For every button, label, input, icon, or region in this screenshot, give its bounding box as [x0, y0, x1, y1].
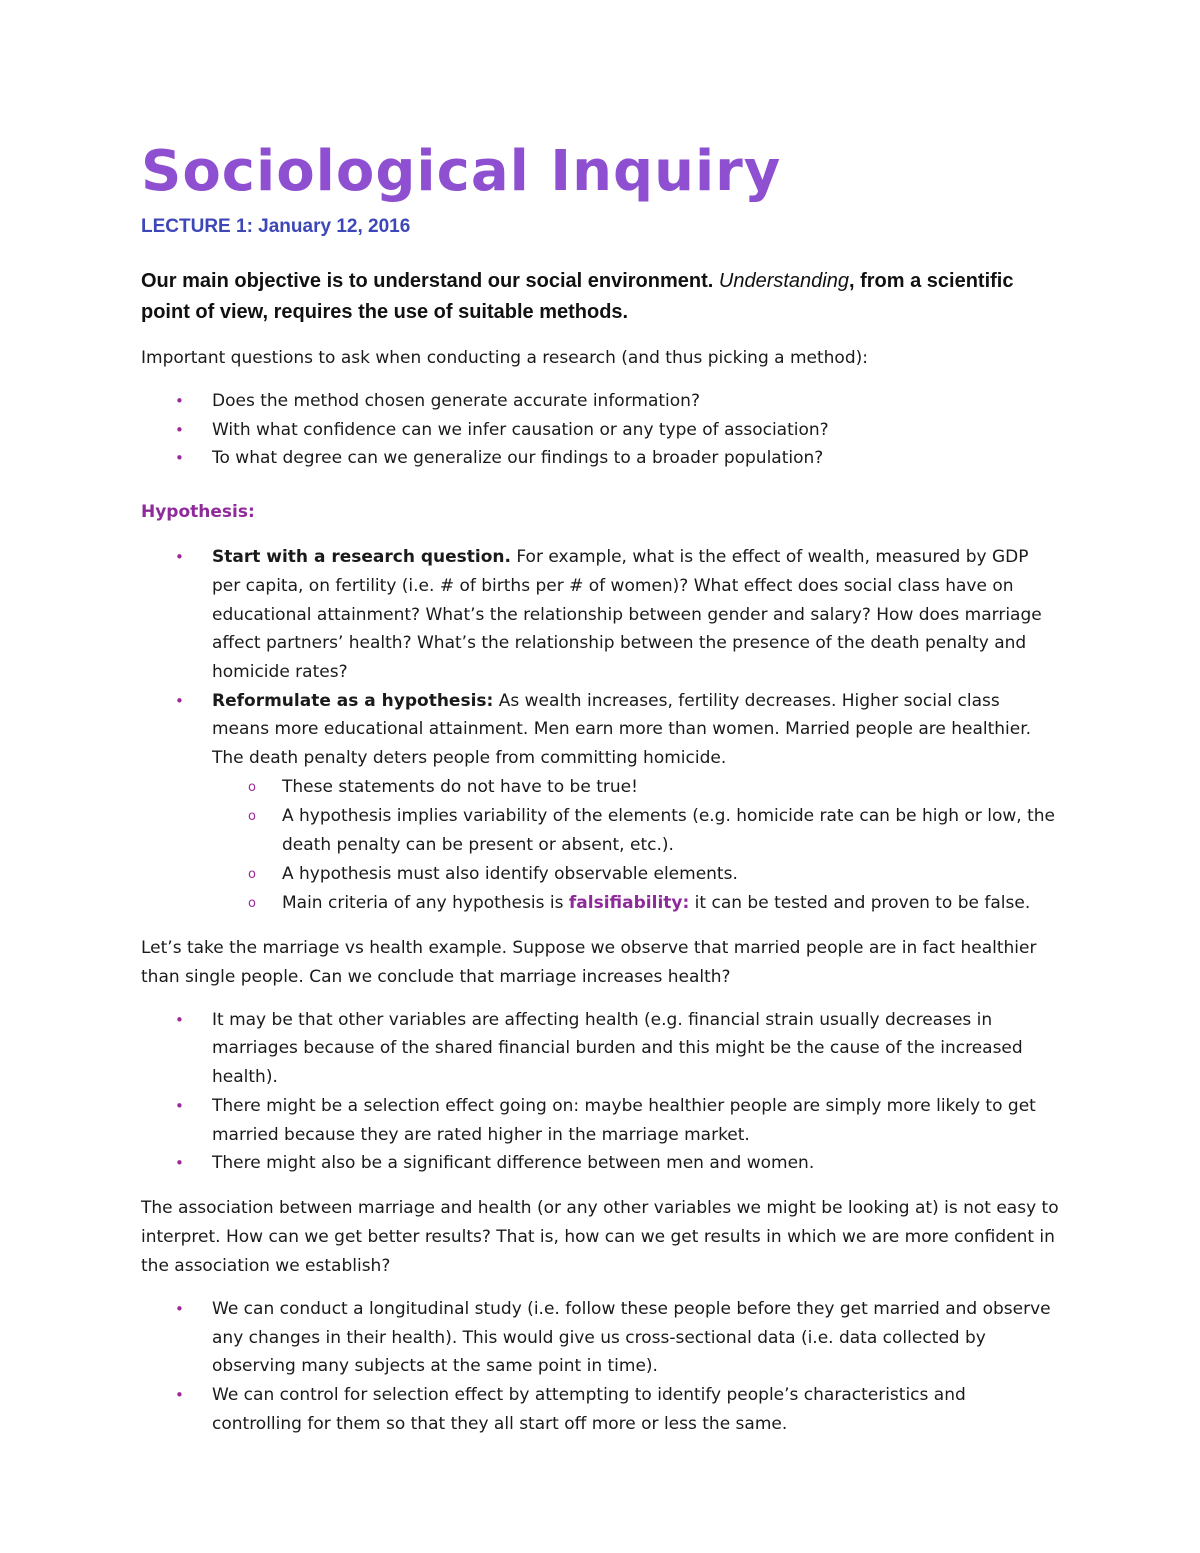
- list-item-text: It may be that other variables are affecting health (e.g. financial strain usually decreases in marriages because of the shared financial burden and this might be the cause of the increased health).: [212, 1009, 1023, 1088]
- sub-list-item: [212, 860, 1061, 889]
- list-item: [141, 1006, 1061, 1092]
- list-item-text: For example, what is the effect of wealth, measured by GDP per capita, on fertility (i.e. # of births per # of women)? What effect does social class have on educational attainment? What’s the relationship between gender and salary? How does marriage affect partners’ health? What’s the relationship between the presence of the death penalty and homicide rates?: [212, 547, 1042, 682]
- circle-bullet-icon: o: [248, 866, 256, 882]
- questions-list: [141, 387, 1061, 473]
- list-item: [141, 1092, 1061, 1149]
- list-item-text: There might be a selection effect going on: maybe healthier people are simply more likely to get married because they are rated higher in the marriage market.: [212, 1095, 1036, 1145]
- list-item-text: We can control for selection effect by attempting to identify people’s characteristics and controlling for them so that they all start off more or less the same.: [212, 1385, 966, 1434]
- sub-list-item: [212, 802, 1061, 860]
- intro-paragraph: Important questions to ask when conducting a research (and thus picking a method):: [141, 348, 868, 368]
- bullet-icon: •: [175, 449, 184, 468]
- marriage-points-list: [141, 1006, 1061, 1178]
- list-item-text: Does the method chosen generate accurate information?: [212, 391, 700, 411]
- association-points-list: [141, 1295, 1061, 1439]
- list-item-text: As wealth increases, fertility decreases. Higher social class means more educational attainment. Men earn more than women. Married people are healthier. The death penalty deters people from committing homicide.: [212, 690, 1032, 769]
- bullet-icon: •: [175, 548, 184, 567]
- list-item: [141, 444, 1061, 473]
- list-item-bold: Reformulate as a hypothesis:: [212, 690, 494, 711]
- list-item: [141, 543, 1061, 687]
- lead-italic: Understanding: [718, 270, 849, 292]
- circle-bullet-icon: o: [248, 895, 256, 911]
- list-item-text: We can conduct a longitudinal study (i.e. follow these people before they get married and observe any changes in their health). This would give us cross-sectional data (i.e. data collected by observing many subjects at the same point in time).: [212, 1298, 1051, 1377]
- lead-part1: Our main objective is to understand our social environment.: [141, 270, 719, 292]
- sub-list-item-text: Main criteria of any hypothesis is: [282, 892, 569, 913]
- lead-part2: , from a scientific point of view, requires the use of suitable methods.: [141, 270, 1014, 323]
- list-item-bold: Start with a research question.: [212, 547, 511, 568]
- list-item: [141, 416, 1061, 445]
- document-content: [141, 136, 1061, 1438]
- bullet-icon: •: [175, 420, 184, 439]
- sub-list-item-text: A hypothesis must also identify observable elements.: [282, 863, 738, 884]
- hypothesis-heading: Hypothesis:: [141, 502, 255, 523]
- list-item-text: With what confidence can we infer causation or any type of association?: [212, 419, 829, 440]
- lecture-subtitle: LECTURE 1: January 12, 2016: [141, 216, 411, 237]
- bullet-icon: •: [175, 691, 184, 710]
- marriage-intro-paragraph: Let’s take the marriage vs health example. Suppose we observe that married people are in fact healthier than single people. Can we conclude that marriage increases health?: [141, 937, 1037, 987]
- list-item: [141, 687, 1061, 918]
- circle-bullet-icon: o: [248, 779, 256, 795]
- list-item: [141, 1295, 1061, 1381]
- bullet-icon: •: [175, 1154, 184, 1173]
- sub-list-item: [212, 889, 1061, 918]
- falsifiability-term: falsifiability:: [568, 892, 690, 913]
- hypothesis-sublist: [212, 773, 1061, 918]
- bullet-icon: •: [175, 1010, 184, 1029]
- bullet-icon: •: [175, 1299, 184, 1318]
- document-title: Sociological Inquiry: [141, 139, 782, 204]
- circle-bullet-icon: o: [248, 808, 256, 824]
- sub-list-item-text: A hypothesis implies variability of the elements (e.g. homicide rate can be high or low, the death penalty can be present or absent, etc.).: [282, 805, 1055, 855]
- list-item: [141, 1381, 1061, 1438]
- hypothesis-list: [141, 543, 1061, 918]
- lead-paragraph: [141, 266, 1061, 328]
- bullet-icon: •: [175, 1096, 184, 1115]
- bullet-icon: •: [175, 1386, 184, 1405]
- sub-list-item-text: it can be tested and proven to be false.: [689, 892, 1031, 913]
- sub-list-item-text: These statements do not have to be true!: [282, 776, 638, 797]
- list-item: [141, 387, 1061, 416]
- list-item-text: There might also be a significant difference between men and women.: [212, 1153, 815, 1174]
- sub-list-item: [212, 773, 1061, 802]
- list-item: [141, 1149, 1061, 1178]
- association-intro-paragraph: The association between marriage and health (or any other variables we might be looking at) is not easy to interpret. How can we get better results? That is, how can we get results in which we are more confident in the association we establish?: [141, 1197, 1059, 1276]
- list-item-text: To what degree can we generalize our findings to a broader population?: [212, 448, 824, 469]
- bullet-icon: •: [175, 392, 184, 410]
